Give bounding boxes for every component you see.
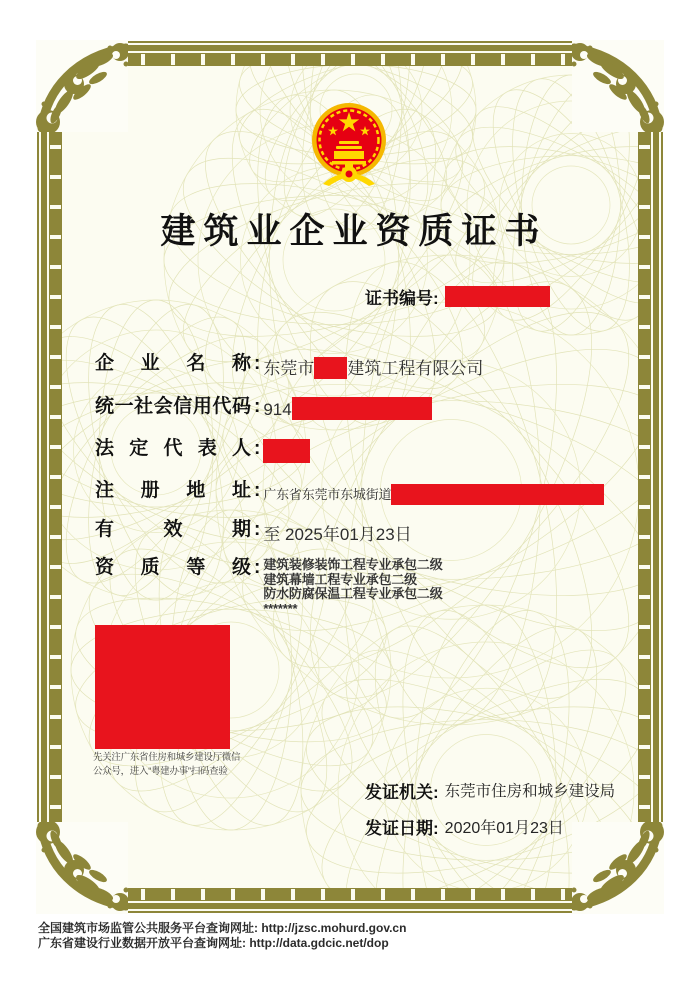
corner-ornament-top-left — [36, 40, 128, 132]
credit-code-label: 统一社会信用代码 — [95, 396, 251, 417]
legal-representative-redaction — [263, 439, 310, 463]
field-company-name — [95, 352, 483, 379]
qualification-grade-label: 资质等级 — [95, 557, 251, 578]
credit-code-redaction — [292, 397, 432, 420]
registered-address-value: 广东省东莞市东城街道 — [263, 484, 604, 505]
issuing-authority-row — [365, 778, 615, 803]
colon: : — [254, 557, 261, 578]
colon: : — [254, 480, 261, 501]
issue-date-row — [365, 814, 564, 839]
field-registered-address — [95, 479, 604, 505]
footer-line2: 广东省建设行业数据开放平台查询网址: http://data.gdcic.net/dop — [38, 935, 389, 950]
qr-code-redaction — [95, 625, 230, 749]
company-name-value: 东莞市 建筑工程有限公司 — [263, 359, 484, 378]
legal-representative-value — [263, 439, 310, 463]
certificate-number-label: 证书编号: — [365, 289, 439, 308]
issuing-authority-value: 东莞市住房和城乡建设局 — [444, 783, 616, 800]
qr-note-line2: 公众号，进入“粤建办事”扫码查验 — [93, 766, 228, 777]
issuing-authority-label: 发证机关: — [365, 783, 439, 802]
registered-address-label: 注册地址 — [95, 480, 251, 501]
footer-line1: 全国建筑市场监管公共服务平台查询网址: http://jzsc.mohurd.gov.cn — [38, 921, 407, 935]
registered-address-redaction — [391, 484, 604, 505]
company-name-redaction — [314, 357, 347, 379]
corner-ornament-bottom-right — [572, 822, 664, 914]
grade-line: 建筑幕墙工程专业承包二级 — [263, 571, 417, 587]
qualification-grade-list — [263, 558, 442, 616]
credit-code-value: 914 — [263, 397, 431, 420]
grade-line: 建筑装修装饰工程专业承包二级 — [263, 557, 443, 572]
footer-query-urls — [38, 921, 406, 950]
legal-representative-label: 法定代表人 — [95, 438, 251, 459]
grade-line: 防水防腐保温工程专业承包二级 — [263, 586, 443, 601]
valid-until-value: 至 2025年01月23日 — [263, 525, 412, 544]
colon: : — [254, 396, 261, 417]
company-name-label: 企业名称 — [95, 353, 251, 374]
field-qualification-grade — [95, 556, 443, 616]
field-valid-until — [95, 518, 412, 545]
certificate-title: 建筑业企业资质证书 — [160, 212, 548, 251]
issue-date-value: 2020年01月23日 — [444, 820, 564, 837]
colon: : — [254, 438, 261, 459]
grade-line: ******* — [263, 600, 298, 616]
qr-note-line1: 先关注广东省住房和城乡建设厅微信 — [93, 752, 241, 763]
colon: : — [254, 519, 261, 540]
frame-ladder-bottom — [115, 888, 585, 901]
certificate-number-redaction — [445, 286, 550, 307]
corner-ornament-bottom-left — [36, 822, 128, 914]
corner-ornament-top-right — [572, 40, 664, 132]
certificate-number-row — [365, 284, 550, 309]
frame-ladder-top — [115, 53, 585, 66]
qr-verification-note — [93, 751, 243, 779]
colon: : — [254, 353, 261, 374]
china-national-emblem-icon — [309, 100, 389, 192]
field-legal-representative — [95, 437, 310, 463]
valid-until-label: 有效期 — [95, 519, 251, 540]
issue-date-label: 发证日期: — [365, 819, 439, 838]
field-credit-code — [95, 395, 432, 420]
